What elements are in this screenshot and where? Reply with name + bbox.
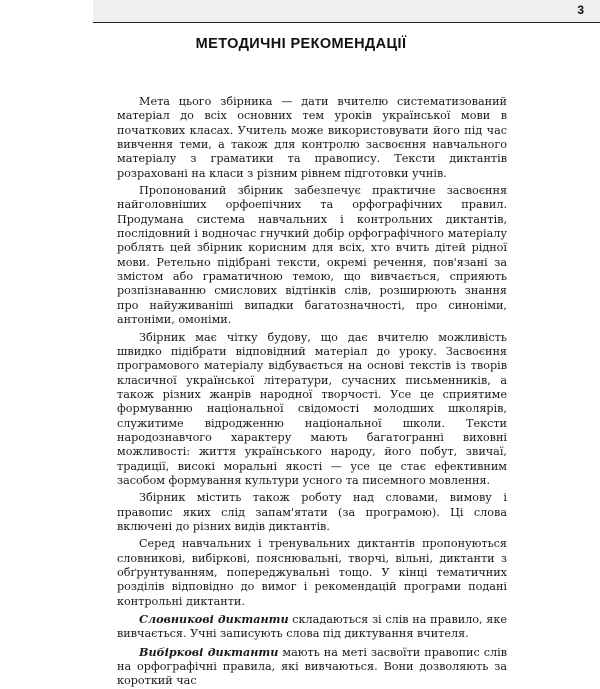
paragraph-text: Збірник має чітку будову, що дає вчителю можливість швидко підібрати відповідний матеріал до уроку. Засвоєння програмового матеріалу відбувається на основі текстів із творів класичної української літератури, сучасних письменників, а також різних жанрів народної творчості. Усе це сприятиме формуванню національної свідомості молодших школярів, служитиме відродженню національної школи. Тексти народознавчого характеру мають багатогранні виховні можливості: життя українського народу, його побут, звичаї, традиції, високі моральні якості — усе це стає ефективним засобом формування культури усного та писемного мовлення. <box>117 330 507 487</box>
paragraph-text: складаються зі слів на правило, яке вивчається. Учні записують слова під диктування вчителя. <box>117 613 507 641</box>
paragraph <box>117 95 507 181</box>
paragraph-text: Збірник містить також роботу над словами, вимову і правопис яких слід запам'ятати (за програмою). Ці слова включені до різних видів диктантів. <box>117 491 507 533</box>
page-number: 3 <box>577 3 584 17</box>
running-header <box>93 0 600 23</box>
paragraph-term-definition <box>117 612 507 642</box>
paragraph-text: мають на меті засвоїти правопис слів на орфографічні правила, які вивчаються. Вони дозволяють за короткий час <box>117 645 507 688</box>
term-label: Словникові диктанти <box>139 612 289 627</box>
paragraph <box>117 184 507 327</box>
paragraph-term-definition <box>117 645 507 689</box>
paragraph <box>117 331 507 489</box>
paragraph-text: Мета цього збірника — дати вчителю систематизований матеріал до всіх основних тем уроків української мови в початкових класах. Учитель може використовувати його під час вивчення теми, а також для контролю засвоєння навчального матеріалу з граматики та правопису. Тексти диктантів розраховані на класи з різним рівнем підготовки учнів. <box>117 95 507 180</box>
term-label: Вибіркові диктанти <box>139 644 279 659</box>
paragraph-text: Пропонований збірник забезпечує практичне засвоєння найголовніших орфоепічних та орфографічних правил. Продумана система навчальних і контрольних диктантів, послідовний і водночас гнучкий добір орфографічного матеріалу роблять цей збірник корисним для всіх, хто вчить дітей рідної мови. Ретельно підібрані тексти, окремі речення, пов'язані за змістом або граматичною темою, що вивчається, сприяють розпізнаванню смислових відтінків слів, розширюють знання про найуживаніші випадки багатозначності, про синоніми, антоніми, омоніми. <box>117 184 507 327</box>
page-title: МЕТОДИЧНІ РЕКОМЕНДАЦІЇ <box>195 36 407 52</box>
paragraph <box>117 537 507 609</box>
paragraph <box>117 491 507 534</box>
paragraph-text: Серед навчальних і тренувальних диктантів пропонуються словникові, вибіркові, пояснювальні, творчі, вільні, диктанти з обґрунтуванням, попереджувальні тощо. У кінці тематичних розділів відповідно до вимог і рекомендацій програми подані контрольні диктанти. <box>117 537 507 608</box>
body-text <box>117 95 507 689</box>
